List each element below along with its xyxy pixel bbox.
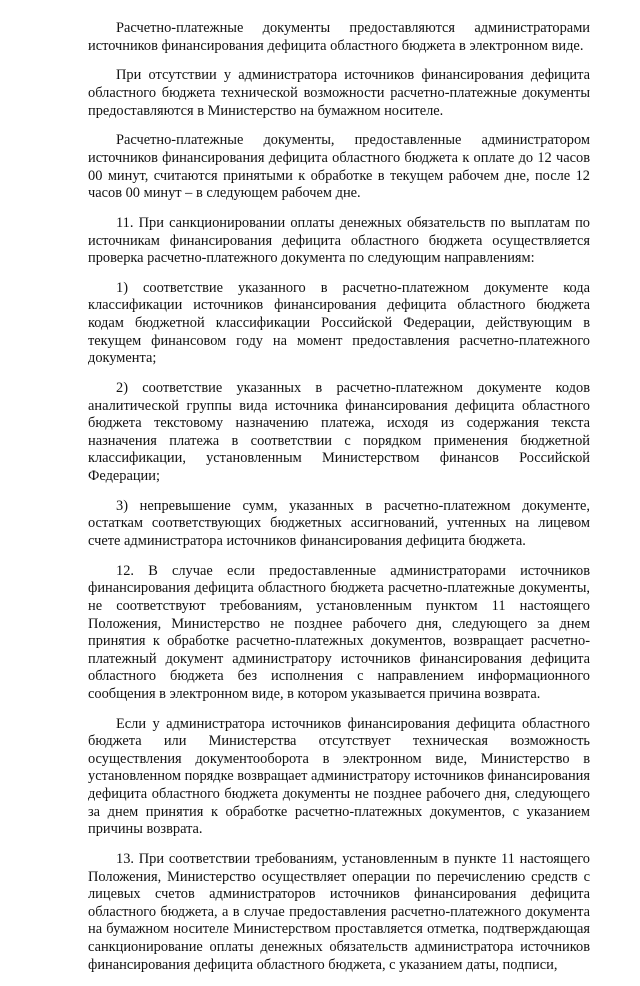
paragraph-section-12: 12. В случае если предоставленные администраторами источников финансирования дефицита областного бюджета расчетно-платежные документы, не соответствуют требованиям, установленным пунктом 11 настоящего Положения, Министерство не позднее рабочего дня, следующего за днем принятия к обработке расчетно-платежных документов, возвращает расчетно-платежный документ администратору источников финансирования дефицита областного бюджета без исполнения с направлением информационного сообщения в электронном виде, в котором указывается причина возврата. <box>88 562 590 702</box>
paragraph-paper-submission: При отсутствии у администратора источников финансирования дефицита областного бюджета технической возможности расчетно-платежные документы предоставляются в Министерство на бумажном носителе. <box>88 67 590 119</box>
paragraph-section-13: 13. При соответствии требованиям, установленным в пункте 11 настоящего Положения, Министерство осуществляет операции по перечислению средств с лицевых счетов администраторов источников финансирования дефицита областного бюджета, а в случае предоставления расчетно-платежного документа на бумажном носителе Министерством проставляется отметка, подтверждающая санкционирование оплаты денежных обязательств администратора источников финансирования дефицита областного бюджета, с указанием даты, подписи, <box>88 851 590 973</box>
paragraph-check-3: 3) непревышение сумм, указанных в расчетно-платежном документе, остаткам соответствующих бюджетных ассигнований, учтенных на лицевом счете администратора источников финансирования дефицита бюджета. <box>88 497 590 549</box>
paragraph-electronic-submission: Расчетно-платежные документы предоставляются администраторами источников финансирования дефицита областного бюджета в электронном виде. <box>88 20 590 54</box>
document-body <box>88 20 590 986</box>
paragraph-processing-deadline: Расчетно-платежные документы, предоставленные администратором источников финансирования дефицита областного бюджета к оплате до 12 часов 00 минут, считаются принятыми к обработке в текущем рабочем дне, после 12 часов 00 минут – в следующем рабочем дне. <box>88 132 590 202</box>
paragraph-no-technical-capability: Если у администратора источников финансирования дефицита областного бюджета или Министерства отсутствует техническая возможность осуществления документооборота в электронном виде, Министерство в установленном порядке возвращает администратору источников финансирования дефицита областного бюджета документы не позднее рабочего дня, следующего за днем принятия к обработке расчетно-платежных документов, с указанием причины возврата. <box>88 715 590 838</box>
paragraph-section-11: 11. При санкционировании оплаты денежных обязательств по выплатам по источникам финансирования дефицита областного бюджета осуществляется проверка расчетно-платежного документа по следующим направлениям: <box>88 214 590 267</box>
paragraph-check-1: 1) соответствие указанного в расчетно-платежном документе кода классификации источников финансирования дефицита областного бюджета кодам бюджетной классификации Российской Федерации, действующим в текущем финансовом году на момент предоставления расчетно-платежного документа; <box>88 279 590 367</box>
paragraph-check-2: 2) соответствие указанных в расчетно-платежном документе кодов аналитической группы вида источника финансирования дефицита областного бюджета текстовому назначению платежа, исходя из содержания текста назначения платежа в соответствии с порядком применения бюджетной классификации, установленным Министерством финансов Российской Федерации; <box>88 380 590 484</box>
